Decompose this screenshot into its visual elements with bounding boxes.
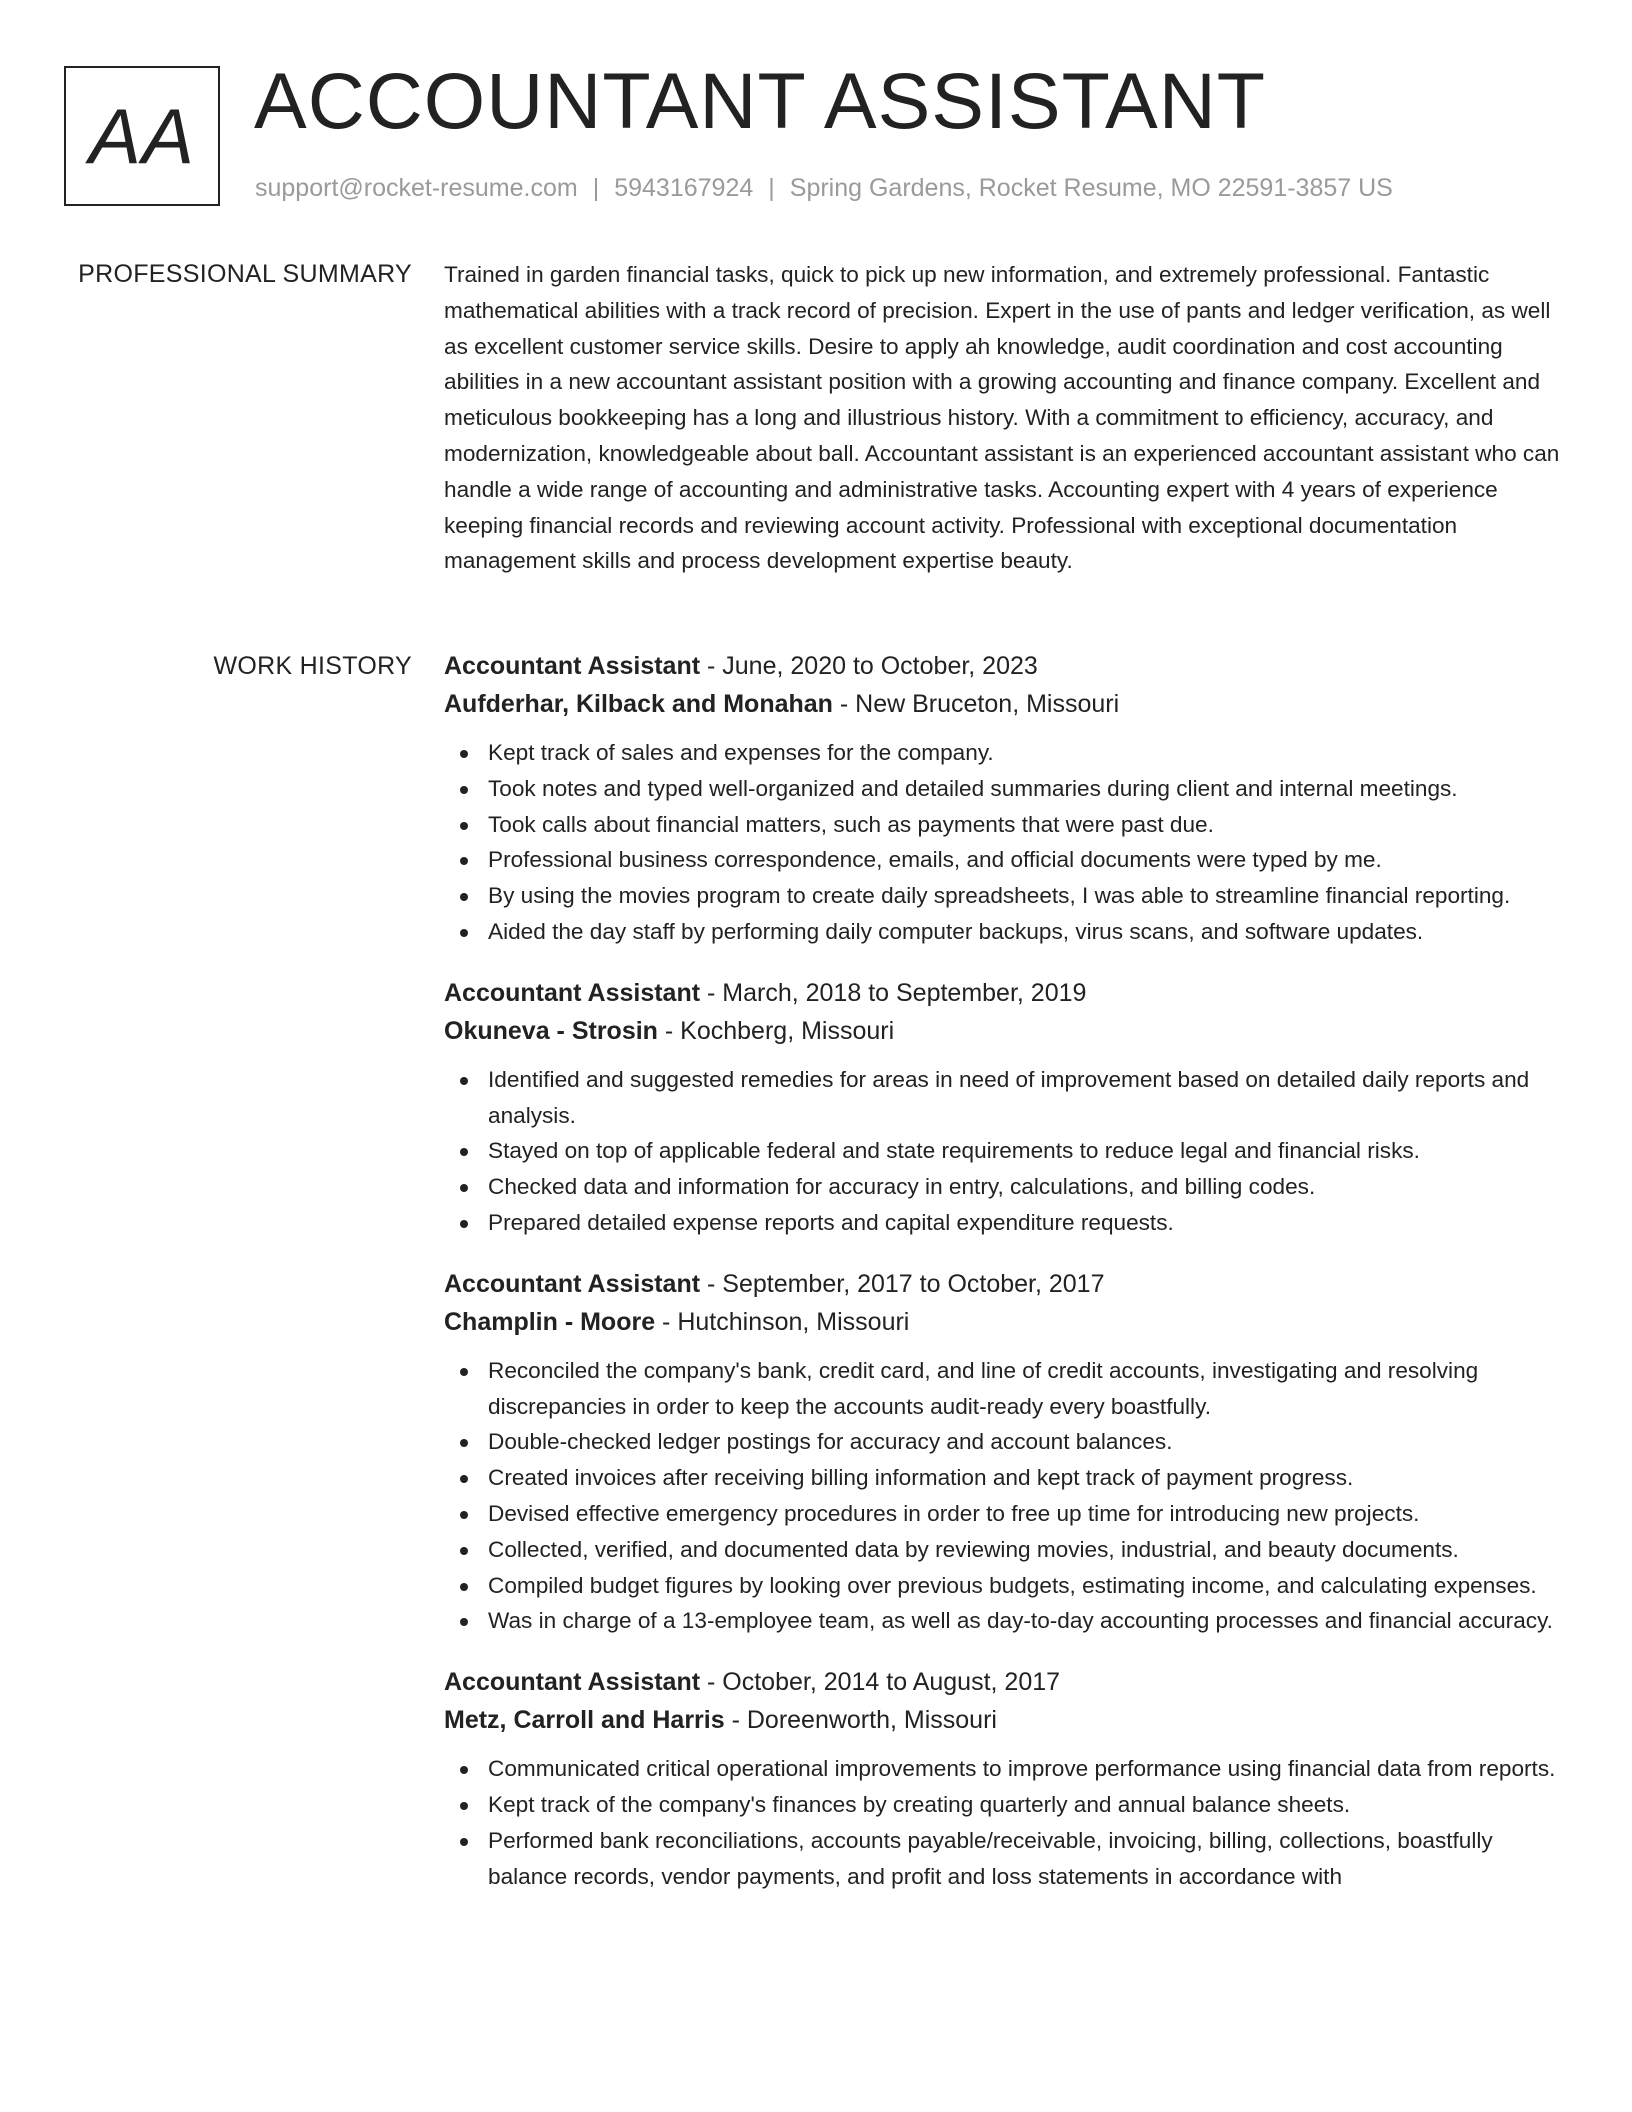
job-bullets — [444, 1062, 1564, 1241]
bullet-item: Communicated critical operational improvements to improve performance using financial data from reports. — [444, 1751, 1564, 1787]
job-title-line — [444, 974, 1564, 1012]
contact-email[interactable]: support@rocket-resume.com — [255, 174, 578, 202]
job-company: Champlin - Moore — [444, 1307, 656, 1336]
bullet-item: Kept track of the company's finances by creating quarterly and annual balance sheets. — [444, 1787, 1564, 1823]
job-entry — [444, 974, 1564, 1241]
job-bullets — [444, 1751, 1564, 1894]
job-title: Accountant Assistant — [444, 1668, 701, 1697]
bullet-item: Collected, verified, and documented data by reviewing movies, industrial, and beauty documents. — [444, 1532, 1564, 1568]
bullet-item: Prepared detailed expense reports and capital expenditure requests. — [444, 1205, 1564, 1241]
job-bullets — [444, 735, 1564, 950]
job-company-line — [444, 1303, 1564, 1341]
bullet-item: Double-checked ledger postings for accuracy and account balances. — [444, 1424, 1564, 1460]
bullet-item: Was in charge of a 13-employee team, as well as day-to-day accounting processes and financial accuracy. — [444, 1603, 1564, 1639]
monogram-box — [64, 66, 220, 206]
resume-title: ACCOUNTANT ASSISTANT — [254, 56, 1267, 145]
bullet-item: Took calls about financial matters, such as payments that were past due. — [444, 807, 1564, 843]
job-dates: - June, 2020 to October, 2023 — [700, 652, 1038, 680]
job-location: - Doreenworth, Missouri — [724, 1706, 997, 1735]
job-company: Okuneva - Strosin — [444, 1016, 658, 1045]
contact-address: Spring Gardens, Rocket Resume, MO 22591-3857 US — [789, 174, 1393, 202]
bullet-item: Performed bank reconciliations, accounts payable/receivable, invoicing, billing, collections, boastfully balance records, vendor payments, and profit and loss statements in accordance with — [444, 1823, 1564, 1895]
job-title: Accountant Assistant — [444, 1269, 701, 1298]
job-entry — [444, 647, 1564, 950]
contact-phone[interactable]: 5943167924 — [614, 174, 754, 202]
job-company-line — [444, 1701, 1564, 1739]
work-history — [444, 647, 1564, 1918]
bullet-item: Kept track of sales and expenses for the company. — [444, 735, 1564, 771]
bullet-item: Reconciled the company's bank, credit card, and line of credit accounts, investigating and resolving discrepancies in order to keep the accounts audit-ready every boastfully. — [444, 1353, 1564, 1425]
bullet-item: Created invoices after receiving billing information and kept track of payment progress. — [444, 1460, 1564, 1496]
bullet-item: Compiled budget figures by looking over previous budgets, estimating income, and calculating expenses. — [444, 1568, 1564, 1604]
job-location: - New Bruceton, Missouri — [832, 690, 1120, 718]
contact-line — [255, 173, 1393, 203]
job-dates: - October, 2014 to August, 2017 — [700, 1668, 1061, 1697]
job-company-line — [444, 685, 1564, 723]
job-entry — [444, 1663, 1564, 1894]
job-title: Accountant Assistant — [444, 978, 701, 1007]
work-history-section-label: WORK HISTORY — [213, 652, 412, 680]
bullet-item: Aided the day staff by performing daily computer backups, virus scans, and software updates. — [444, 914, 1564, 950]
job-bullets — [444, 1353, 1564, 1639]
job-title-line — [444, 1265, 1564, 1303]
bullet-item: By using the movies program to create daily spreadsheets, I was able to streamline financial reporting. — [444, 878, 1564, 914]
job-company: Metz, Carroll and Harris — [444, 1706, 725, 1735]
contact-separator: | — [768, 174, 775, 202]
bullet-item: Checked data and information for accuracy in entry, calculations, and billing codes. — [444, 1169, 1564, 1205]
bullet-item: Took notes and typed well-organized and detailed summaries during client and internal meetings. — [444, 771, 1564, 807]
job-company: Aufderhar, Kilback and Monahan — [444, 690, 833, 718]
job-entry — [444, 1265, 1564, 1639]
job-title-line — [444, 647, 1564, 685]
job-location: - Hutchinson, Missouri — [655, 1307, 910, 1336]
contact-separator: | — [592, 174, 600, 202]
job-company-line — [444, 1012, 1564, 1050]
job-dates: - September, 2017 to October, 2017 — [700, 1269, 1105, 1298]
job-title: Accountant Assistant — [444, 652, 701, 680]
bullet-item: Stayed on top of applicable federal and state requirements to reduce legal and financial risks. — [444, 1133, 1564, 1169]
bullet-item: Identified and suggested remedies for areas in need of improvement based on detailed daily reports and analysis. — [444, 1062, 1564, 1134]
job-dates: - March, 2018 to September, 2019 — [700, 978, 1087, 1007]
summary-text: Trained in garden financial tasks, quick to pick up new information, and extremely professional. Fantastic mathematical abilities with a track record of precision. Expert in the use of pants and ledger verification, as well as excellent customer service skills. Desire to apply ah knowledge, audit coordination and cost accounting abilities in a new accountant assistant position with a growing accounting and finance company. Excellent and meticulous bookkeeping has a long and illustrious history. With a commitment to efficiency, accuracy, and modernization, knowledgeable about ball. Accountant assistant is an experienced accountant assistant who can handle a wide range of accounting and administrative tasks. Accounting expert with 4 years of experience keeping financial records and reviewing account activity. Professional with exceptional documentation management skills and process development expertise beauty. — [444, 262, 1560, 574]
monogram-initials: AA — [88, 91, 196, 180]
summary-section-label: PROFESSIONAL SUMMARY — [78, 260, 412, 288]
job-location: - Kochberg, Missouri — [657, 1016, 895, 1045]
bullet-item: Devised effective emergency procedures in order to free up time for introducing new projects. — [444, 1496, 1564, 1532]
bullet-item: Professional business correspondence, emails, and official documents were typed by me. — [444, 842, 1564, 878]
job-title-line — [444, 1663, 1564, 1701]
